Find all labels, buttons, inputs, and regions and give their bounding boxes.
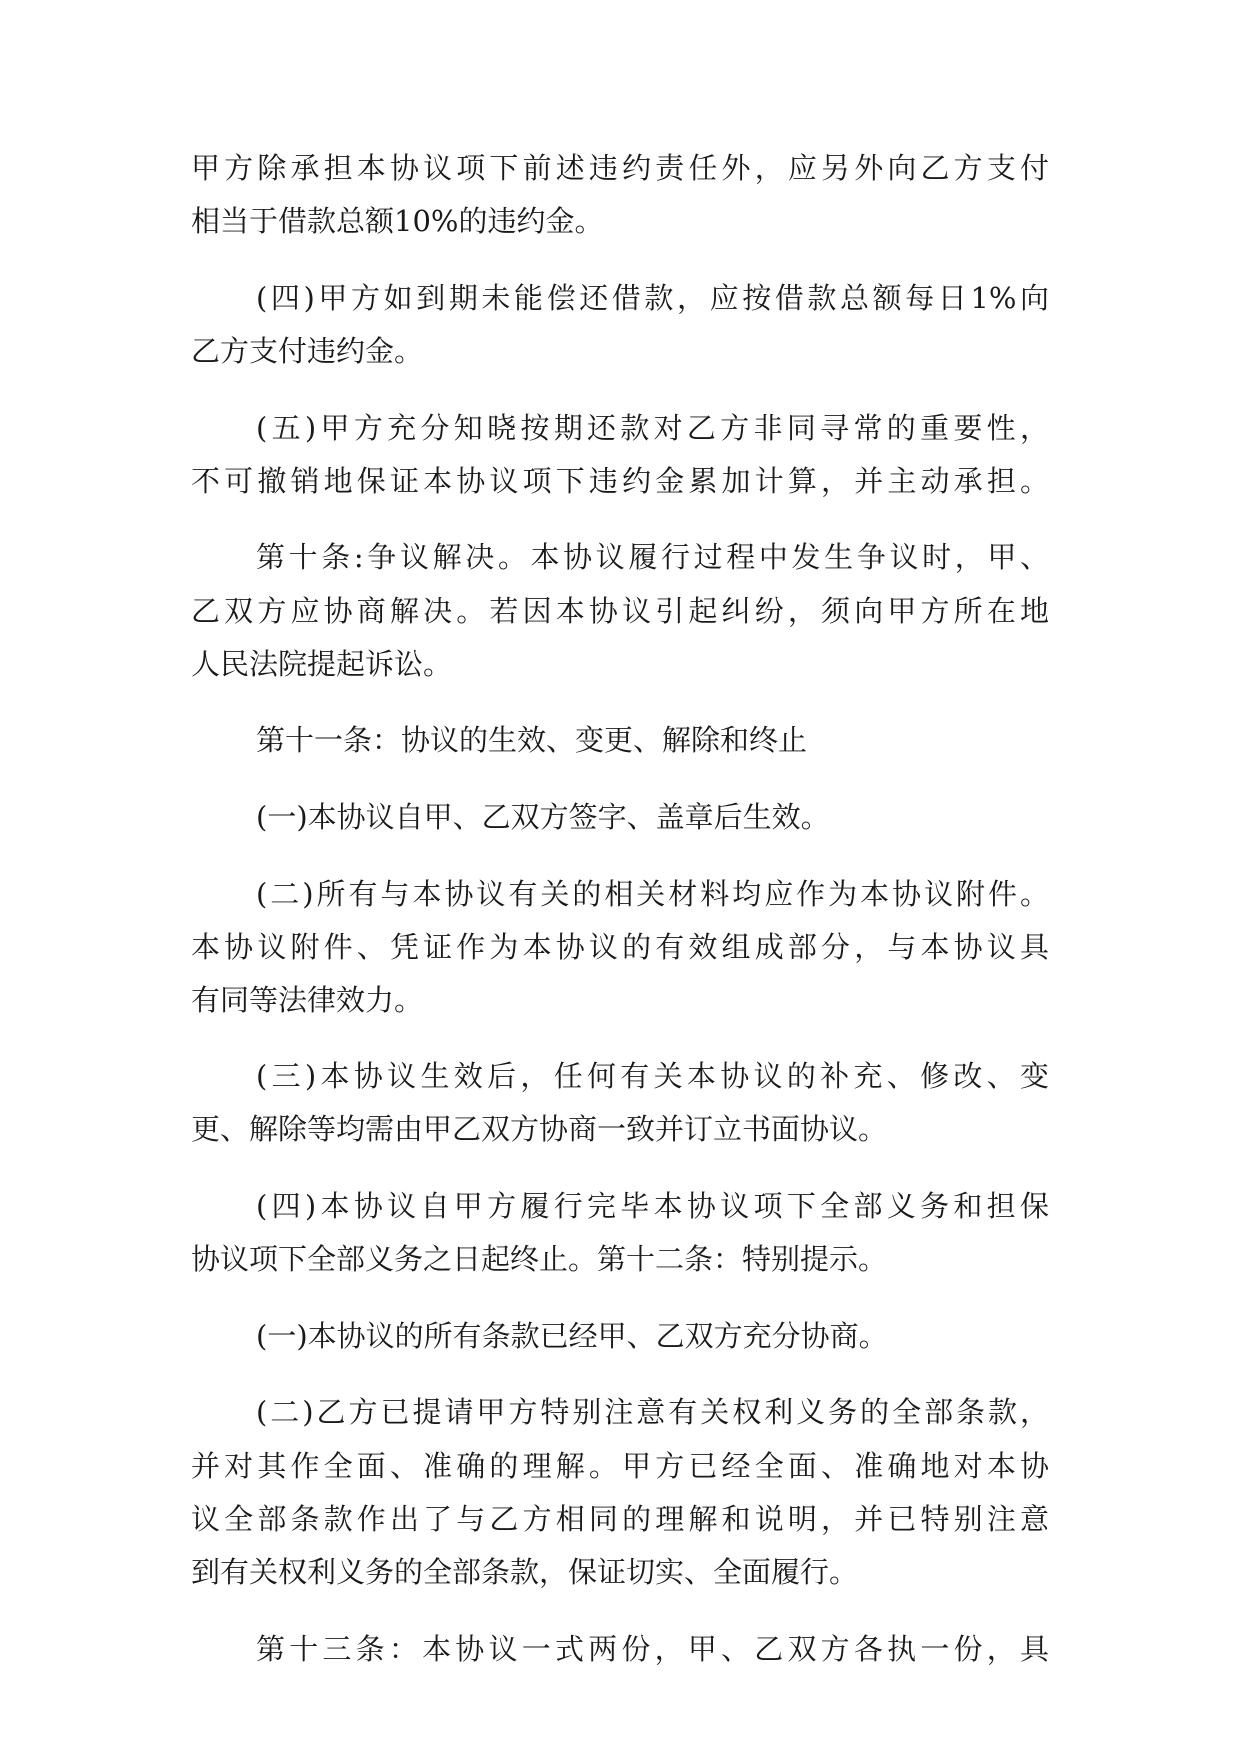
text-line: (五)甲方充分知晓按期还款对乙方非同寻常的重要性， [256,411,1049,445]
text-line: 并对其作全面、准确的理解。甲方已经全面、准确地对本协 [191,1449,1049,1483]
text-line: (四)甲方如到期未能偿还借款，应按借款总额每日1%向 [256,281,1049,315]
text-line: (一)本协议自甲、乙双方签字、盖章后生效。 [256,800,830,834]
text-line: 乙双方应协商解决。若因本协议引起纠纷，须向甲方所在地 [191,594,1049,628]
text-line: 协议项下全部义务之日起终止。第十二条：特别提示。 [191,1242,888,1276]
text-line: 议全部条款作出了与乙方相同的理解和说明，并已特别注意 [191,1502,1049,1536]
text-line: 第十三条：本协议一式两份，甲、乙双方各执一份，具 [256,1632,1049,1666]
text-line: 有同等法律效力。 [191,983,424,1017]
text-line: (三)本协议生效后，任何有关本协议的补充、修改、变 [256,1059,1049,1093]
text-line: 到有关权利义务的全部条款，保证切实、全面履行。 [191,1555,859,1589]
text-line: 人民法院提起诉讼。 [191,647,453,681]
text-line: (二)乙方已提请甲方特别注意有关权利义务的全部条款， [256,1395,1049,1429]
text-line: 更、解除等均需由甲乙双方协商一致并订立书面协议。 [191,1112,888,1146]
text-line: (二)所有与本协议有关的相关材料均应作为本协议附件。 [256,877,1049,911]
text-line: 甲方除承担本协议项下前述违约责任外，应另外向乙方支付 [191,151,1049,185]
text-line: 第十一条：协议的生效、变更、解除和终止 [256,723,808,757]
text-line: (一)本协议的所有条款已经甲、乙双方充分协商。 [256,1319,888,1353]
text-line: 不可撤销地保证本协议项下违约金累加计算，并主动承担。 [191,464,1049,498]
text-line: 本协议附件、凭证作为本协议的有效组成部分，与本协议具 [191,930,1049,964]
text-line: (四)本协议自甲方履行完毕本协议项下全部义务和担保 [256,1189,1049,1223]
text-line: 相当于借款总额10%的违约金。 [191,204,604,238]
text-line: 第十条:争议解决。本协议履行过程中发生争议时，甲、 [256,540,1049,574]
text-line: 乙方支付违约金。 [191,334,424,368]
